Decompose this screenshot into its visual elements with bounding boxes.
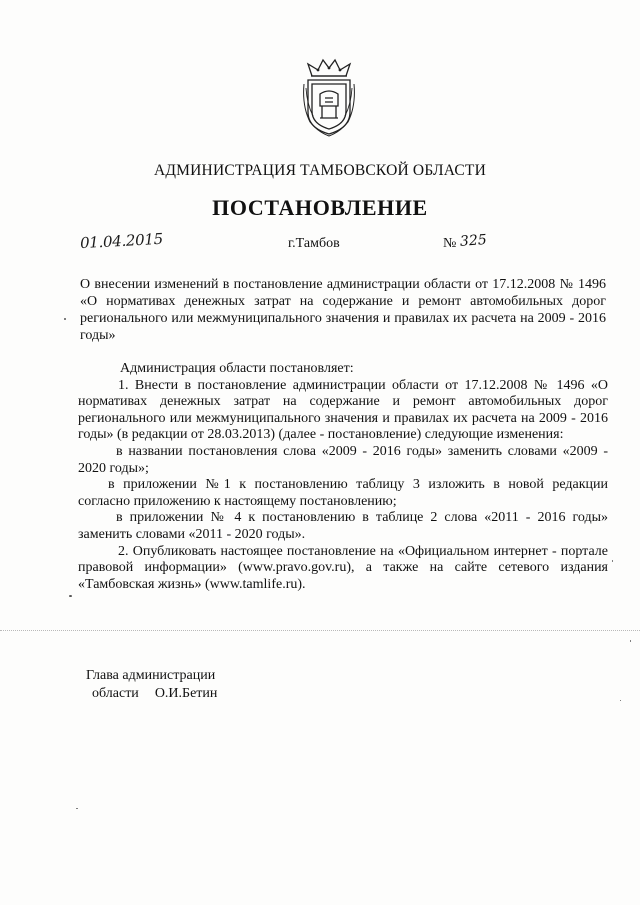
body-paragraph-1c: в приложении № 4 к постановлению в таблице 2 слова «2011 - 2016 годы» заменить словами «2011 - 2020 годы».: [78, 510, 608, 542]
document-number-label: №: [443, 236, 457, 251]
document-number: 325: [459, 232, 488, 250]
signature-title: Глава администрации: [86, 668, 216, 683]
scan-speck: [76, 808, 78, 809]
document-city: г.Тамбов: [288, 236, 340, 251]
document-body: [78, 361, 608, 593]
signature-block: [86, 667, 217, 703]
document-date: 01.04.2015: [79, 229, 164, 253]
scan-speck: [612, 560, 613, 562]
body-paragraph-1b: в приложении №1 к постановлению таблицу 3 изложить в новой редакции согласно приложению к настоящему постановлению;: [78, 477, 608, 509]
coat-of-arms-icon: [298, 54, 360, 138]
body-intro: Администрация области постановляет:: [120, 361, 354, 376]
signature-name: О.И.Бетин: [154, 686, 218, 701]
scan-speck: [620, 700, 621, 701]
document-subject: О внесении изменений в постановление администрации области от 17.12.2008 № 1496 «О нормативах денежных затрат на содержание и ремонт автомобильных дорог регионального или межмуниципального значения и правилах их расчета на 2009 - 2016 годы»: [80, 277, 606, 343]
body-paragraph-2: 2. Опубликовать настоящее постановление на «Официальном интернет - портале правовой информации» (www.pravo.gov.ru), а также на сайте сетевого издания «Тамбовская жизнь» (www.tamlife.ru).: [78, 543, 608, 592]
scan-speck: [69, 595, 72, 597]
scan-artifact-line: [0, 630, 640, 632]
body-paragraph-1: 1. Внести в постановление администрации области от 17.12.2008 № 1496 «О нормативах денежных затрат на содержание и ремонт автомобильных дорог регионального или межмуниципального значения и правилах их расчета на 2009 - 2016 годы» (в редакции от 28.03.2013) (далее - постановление) следующие изменения:: [78, 377, 608, 443]
signature-title-line2: области: [92, 686, 139, 701]
organization-heading: АДМИНИСТРАЦИЯ ТАМБОВСКОЙ ОБЛАСТИ: [154, 162, 486, 179]
document-title: ПОСТАНОВЛЕНИЕ: [212, 195, 428, 220]
scan-speck: [64, 318, 66, 320]
body-paragraph-1a: в названии постановления слова «2009 - 2016 годы» заменить словами «2009 - 2020 годы»;: [78, 443, 608, 476]
scan-speck: [630, 640, 631, 642]
